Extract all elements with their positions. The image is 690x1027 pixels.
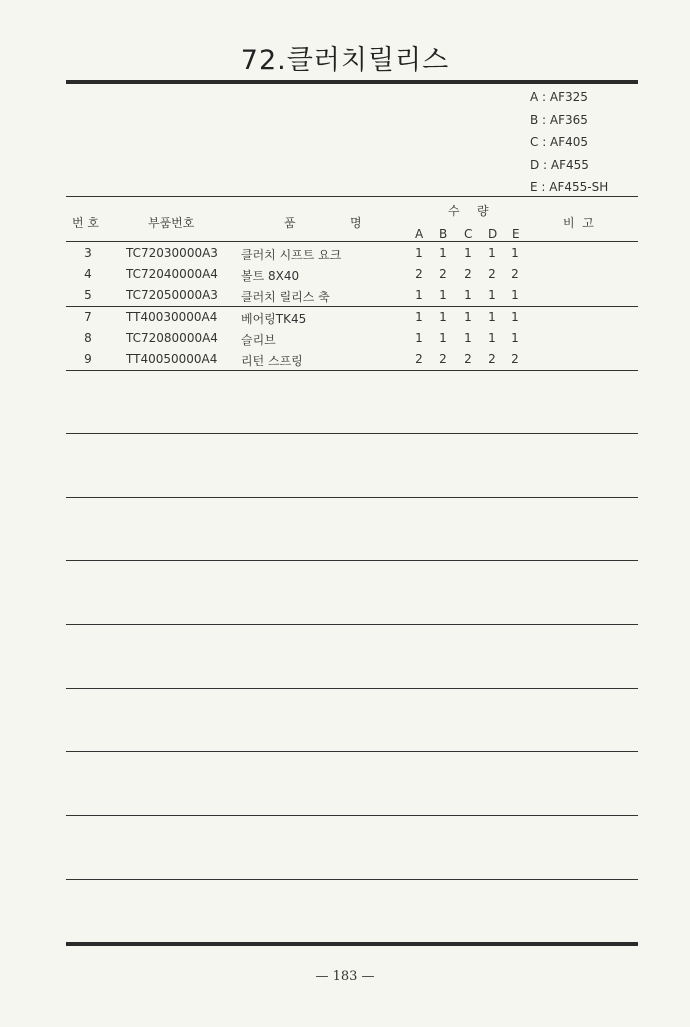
row-qty-a: 1: [415, 288, 423, 302]
model-legend: [530, 86, 608, 199]
header-qty-c: C: [464, 227, 473, 241]
model-legend-item: C : AF405: [530, 135, 589, 149]
blank-rule: [66, 751, 638, 752]
row-qty-d: 1: [488, 246, 496, 260]
row-name: 슬리브: [241, 333, 276, 347]
model-legend-item: A : AF325: [530, 90, 588, 104]
row-part-no: TT40050000A4: [126, 352, 218, 366]
model-legend-item: E : AF455-SH: [530, 180, 609, 194]
header-qty-2: 량: [477, 204, 489, 218]
row-no: 7: [84, 310, 92, 324]
header-name-2: 명: [350, 216, 362, 230]
blank-rule: [66, 879, 638, 880]
row-part-no: TT40030000A4: [126, 310, 218, 324]
blank-rule: [66, 815, 638, 816]
row-qty-d: 1: [488, 288, 496, 302]
row-qty-c: 1: [464, 288, 472, 302]
row-qty-c: 1: [464, 246, 472, 260]
header-remark: 비 고: [563, 216, 594, 230]
table-row: [66, 307, 638, 328]
row-no: 4: [84, 267, 92, 281]
footer-rule: [66, 942, 638, 946]
table-row: [66, 243, 638, 264]
row-part-no: TC72080000A4: [126, 331, 218, 345]
header-bottom-rule: [66, 241, 638, 242]
row-qty-b: 2: [439, 267, 447, 281]
row-qty-c: 2: [464, 267, 472, 281]
row-no: 5: [84, 288, 92, 302]
row-qty-a: 1: [415, 310, 423, 324]
row-qty-b: 1: [439, 288, 447, 302]
row-qty-d: 2: [488, 267, 496, 281]
row-name: 리턴 스프링: [241, 354, 303, 368]
page-number: — 183 —: [315, 969, 375, 984]
row-qty-c: 1: [464, 310, 472, 324]
row-qty-c: 1: [464, 331, 472, 345]
row-part-no: TC72050000A3: [126, 288, 218, 302]
blank-rule: [66, 560, 638, 561]
header-qty-e: E: [512, 227, 520, 241]
table-row: [66, 328, 638, 349]
blank-rule: [66, 497, 638, 498]
row-qty-b: 1: [439, 331, 447, 345]
row-qty-c: 2: [464, 352, 472, 366]
row-qty-e: 1: [511, 331, 519, 345]
row-name: 베어링TK45: [241, 312, 307, 326]
header-qty-1: 수: [448, 204, 460, 218]
row-qty-b: 1: [439, 246, 447, 260]
row-qty-e: 2: [511, 352, 519, 366]
row-qty-a: 1: [415, 331, 423, 345]
model-legend-item: B : AF365: [530, 112, 588, 127]
row-qty-e: 1: [511, 310, 519, 324]
row-qty-a: 2: [415, 352, 423, 366]
row-qty-d: 1: [488, 310, 496, 324]
page-title: 72.클러치릴리스: [240, 45, 450, 76]
table-top-rule: [66, 196, 638, 197]
row-qty-e: 1: [511, 246, 519, 260]
row-qty-b: 2: [439, 352, 447, 366]
header-qty-d: D: [488, 227, 498, 241]
row-qty-e: 2: [511, 267, 519, 281]
row-name: 볼트 8X40: [241, 269, 300, 283]
row-no: 9: [84, 352, 92, 366]
row-qty-d: 2: [488, 352, 496, 366]
header-name-1: 품: [284, 216, 296, 230]
table-row: [66, 264, 638, 285]
table-bottom-rule: [66, 370, 638, 371]
row-name: 클러치 릴리스 축: [241, 290, 330, 304]
row-qty-a: 1: [415, 246, 423, 260]
header-no: 번 호: [72, 216, 99, 230]
header-part-no: 부품번호: [148, 216, 195, 230]
row-qty-e: 1: [511, 288, 519, 302]
row-qty-d: 1: [488, 331, 496, 345]
row-name: 클러치 시프트 요크: [241, 248, 342, 262]
row-no: 3: [84, 246, 92, 260]
blank-rule: [66, 624, 638, 625]
model-legend-item: D : AF455: [530, 157, 589, 172]
row-part-no: TC72030000A3: [126, 246, 218, 260]
header-qty-a: A: [415, 227, 424, 241]
table-row: [66, 285, 638, 306]
row-qty-b: 1: [439, 310, 447, 324]
row-part-no: TC72040000A4: [126, 267, 218, 281]
header-qty-b: B: [439, 227, 448, 241]
table-row: [66, 349, 638, 370]
row-qty-a: 2: [415, 267, 423, 281]
row-no: 8: [84, 331, 92, 345]
blank-rule: [66, 688, 638, 689]
title-underline: [66, 80, 638, 84]
blank-rule: [66, 433, 638, 434]
